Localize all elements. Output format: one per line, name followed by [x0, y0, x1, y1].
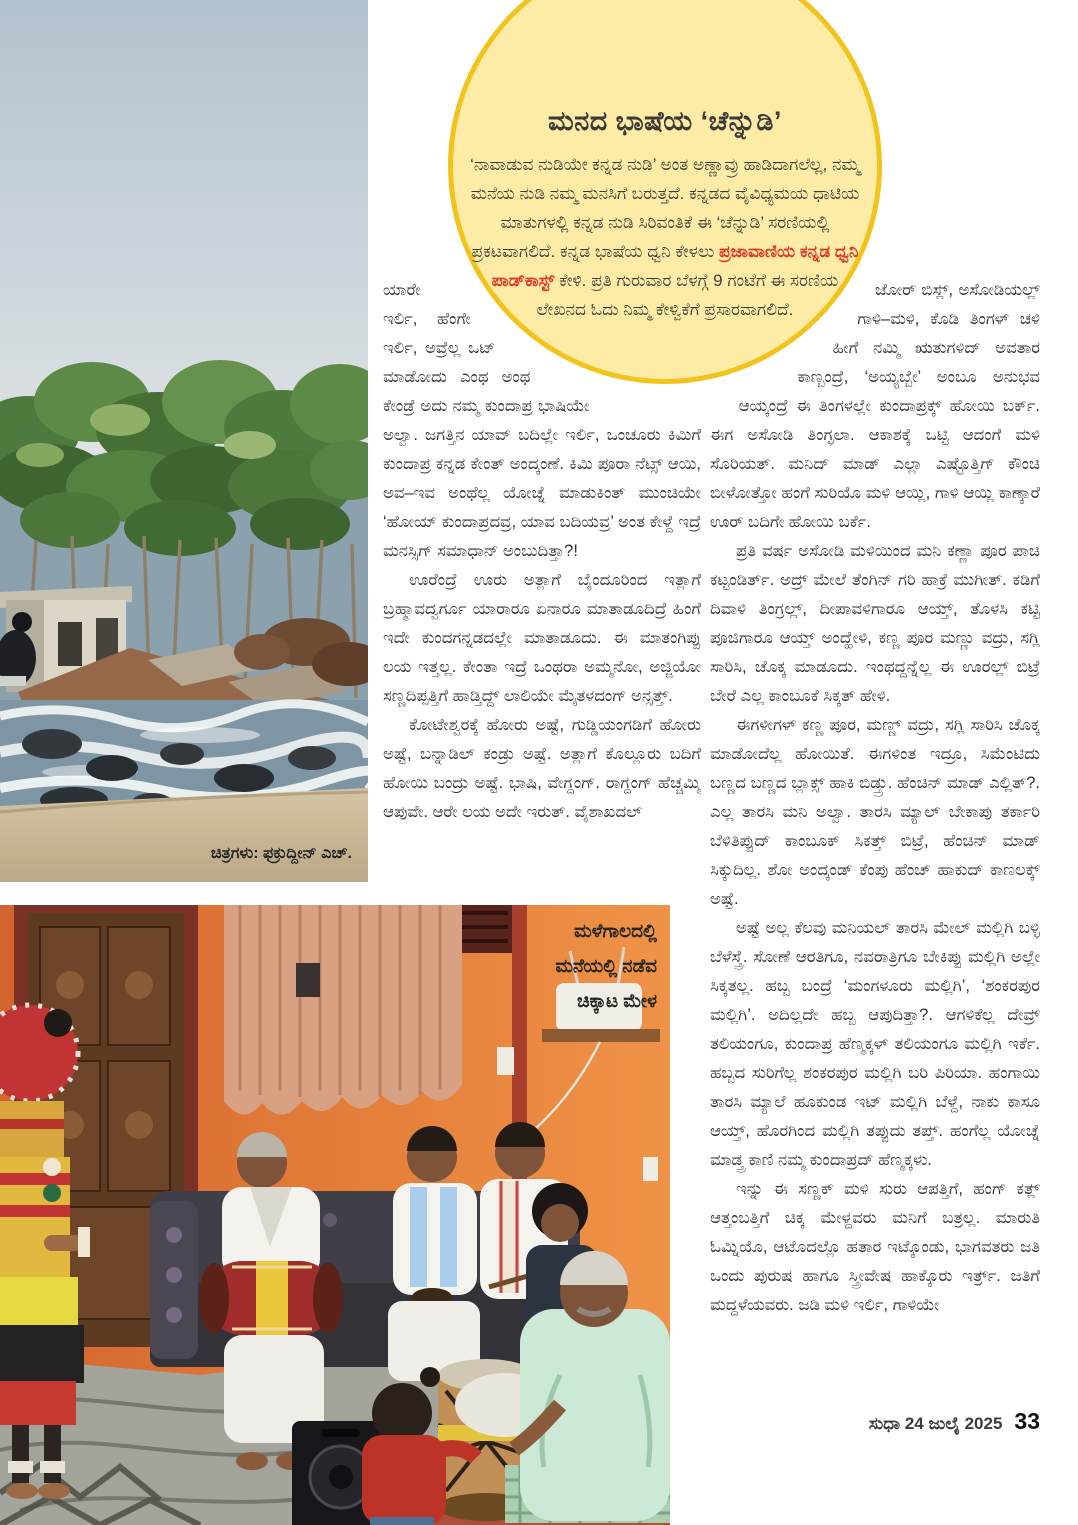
magazine-date: ಸುಧಾ 24 ಜುಲೈ 2025	[868, 1414, 1003, 1433]
article-paragraph: ಯಾರೇ ಇರ್ಲಿ, ಹೆಂಗೇ ಇರ್ಲಿ, ಅವ್ರೆಲ್ಲ ಒಟ್ ಮಾಡೋದು ಎಂಥ ಅಂಥ ಕೇಂಡ್ರೆ ಅದು ನಮ್ಮ ಕುಂದಾಪ್ರ ಭಾಷಿಯೇ ಅಲ್ವಾ. ಜಗತ್ತಿನ ಯಾವ್ ಬದಿಲ್ಲೇ ಇರ್ಲಿ, ಒಂಚೂರು ಕಿಮಿಗೆ ಕುಂದಾಪ್ರ ಕನ್ನಡ ಕೇಂತ್ ಅಂದ್ಕಂಣೆ. ಕಿಮಿ ಪೂರಾ ನೆಟ್ಸ್ ಆಯಿ, ಅವ–ಇವ ಅಂಥೆಲ್ಲ ಯೋಚ್ನೆ ಮಾಡುಕಿಂತ್ ಮುಂಚಿಯೇ ‘ಹೋಯ್ ಕುಂದಾಪ್ರದವ್ರ, ಯಾವ ಬದಿಯವ್ರ’ ಅಂತ ಕೇಳ್ದೆ ಇದ್ರೆ ಮನಸ್ಸಿಗ್ ಸಮಾಧಾನ್ ಅಂಬುದಿತ್ತಾ?!	[383, 281, 701, 560]
infobox-highlight-text: ಪ್ರಜಾವಾಣಿಯ ಕನ್ನಡ ಧ್ವನಿ ಪಾಡ್‌ಕಾಸ್ಟ್	[491, 242, 859, 290]
mela-caption-line: ಚಿಕ್ಕಾಟ ಮೇಳ	[577, 990, 657, 1011]
article-paragraph: ಊರೆಂದ್ರೆ ಊರು ಅತ್ಲಾಗೆ ಬೈಂದೂರಿಂದ ಇತ್ಲಾಗೆ ಬ್ರಹ್ಮಾವದ್ವರ್ಗೂ ಯಾರಾರೂ ಏನಾರೂ ಮಾತಾಡೂದಿದ್ರೆ ಹಿಂಗೆ ಇದೇ ಕುಂದಗನ್ನಡದಲ್ಲೇ ಮಾತಾಡೂದು. ಈ ಮಾತಂಗಿಪ್ಪು ಲಯ ಇತ್ತಲ್ಲ. ಕೇಂತಾ ಇದ್ರೆ ಒಂಥರಾ ಅಮ್ಮನೋ, ಅಜ್ಜಿಯೋ ಸಣ್ಣದಿಪ್ಪತ್ತಿಗೆ ಹಾಡ್ತಿದ್ದ್ ಲಾಲಿಯೇ ಮೈತಳದಂಗ್ ಅನ್ಸತ್ತ್.	[383, 571, 701, 705]
article-paragraph: ಪ್ರತಿ ವರ್ಷ ಅಸೋಡಿ ಮಳಿಯಿಂದ ಮನಿ ಕಣ್ಣಾ ಪೂರ ಪಾಚಿ ಕಟ್ಟಂಡಿರ್ತ್. ಅದ್ರ್ ಮೇಲೆ ತೆಂಗಿನ್ ಗರಿ ಹಾಕ್ರೆ ಮುಗೀತ್. ಕಡಿಗೆ ದಿವಾಳಿ ತಿಂಗ್ರಲ್ಲ್, ದೀಪಾವಳಿಗಾರೂ ಆಯ್ತ್, ತೊಳಸಿ ಕಟ್ಟಿ ಪೂಜಿಗಾರೂ ಆಯ್ತ್ ಅಂದ್ಹೇಳಿ, ಕಣ್ಣ ಪೂರ ಮಣ್ಣು ವದ್ರು, ಸಗ್ಲಿ ಸಾರಿಸಿ, ಚೊಕ್ಕ ಮಾಡೂದು. ಇಂಥದ್ದನ್ನೆಲ್ಲ ಈ ಊರಲ್ಲ್ ಬಿಟ್ರೆ ಬೇರೆ ಎಲ್ಲ ಕಾಂಬೂಕೆ ಸಿಕ್ಕತ್ ಹೇಳಿ.	[710, 542, 1040, 705]
article-paragraph: ಈಗಳೀಗಳ್ ಕಣ್ಣ ಪೂರ, ಮಣ್ಣ್ ವದ್ರು, ಸಗ್ಲಿ ಸಾರಿಸಿ ಚೊಕ್ಕ ಮಾಡೋದೆಲ್ಲ ಹೋಯಿತೆ. ಈಗಳಿಂತ ಇದ್ರೂ, ಸಿಮೆಂಟಿದು ಬಣ್ಣದ ಬಣ್ಣದ ಬ್ಲಾಕ್ಸ್ ಹಾಕಿ ಬಿಡ್ತ್ರು. ಹೆಂಚಿನ್ ಮಾಡ್ ಎಲ್ಲಿತ್?. ಎಲ್ಲ ತಾರಸಿ ಮನಿ ಅಲ್ವಾ. ತಾರಸಿ ಮ್ಯಾಲ್ ಬೇಕಾಪು ತರ್ಕಾರಿ ಬೆಳಿತಿಪ್ಪುದ್ ಕಾಂಬೂಕ್ ಸಿಕತ್ತ್ ಬಿಟ್ರೆ, ಹೆಂಚಿನ್ ಮಾಡ್ ಸಿಕ್ಕುದಿಲ್ಲ. ಶೋ ಅಂದ್ಕಂಡ್ ಕೆಂಪು ಹೆಂಚ್ ಹಾಕುದ್ ಕಾಣಲಕ್ಕ್ ಅಷ್ಟೆ.	[710, 716, 1040, 908]
wall-socket	[643, 1157, 658, 1181]
article-paragraph: ಕೋಟೇಶ್ವರಕ್ಕೆ ಹೋರು ಅಷ್ಟೆ, ಗುಡ್ಡಿಯಂಗಡಿಗೆ ಹೋರು ಅಷ್ಟೆ, ಬನ್ನಾಡಿಲ್ ಕಂಡ್ರು ಅಷ್ಟೆ. ಅತ್ಲಾಗೆ ಕೊಲ್ಲೂರು ಬದಿಗೆ ಹೋಯಿ ಬಂದ್ರು ಅಷ್ಟೆ. ಭಾಷಿ, ವೇಗ್ದಂಗ್. ರಾಗ್ದಂಗ್ ಹೆಚ್ಚಮ್ಮಿ ಆಪುವೇ. ಆರೇ ಲಯ ಅದೇ ಇರುತ್. ವೈಶಾಖದಲ್	[383, 716, 701, 821]
infobox-body-before: ‘ನಾವಾಡುವ ನುಡಿಯೇ ಕನ್ನಡ ನುಡಿ’ ಅಂತ ಅಣ್ಣಾವ್ರು ಹಾಡಿದಾಗಲೆಲ್ಲ, ನಮ್ಮ ಮನೆಯ ನುಡಿ ನಮ್ಮ ಮನಸಿಗೆ ಬರುತ್ತದೆ. ಕನ್ನಡದ ವೈವಿಧ್ಯಮಯ ಧಾಟಿಯ ಮಾತುಗಳಲ್ಲಿ ಕನ್ನಡ ನುಡಿ ಸಿರಿವಂತಿಕೆ ಈ ‘ಚೆನ್ನುಡಿ’ ಸರಣಿಯಲ್ಲಿ ಪ್ರಕಟವಾಗಲಿದೆ. ಕನ್ನಡ ಭಾಷೆಯ ಧ್ವನಿ ಕೇಳಲು	[470, 155, 860, 261]
beach-photo-illustration	[0, 0, 368, 882]
infobox-title: ಮನದ ಭಾಷೆಯ ‘ಚೆನ್ನುಡಿ’	[548, 106, 782, 136]
mela-caption-line: ಮನೆಯಲ್ಲಿ ನಡೆವ	[555, 955, 657, 976]
mela-caption-line: ಮಳೆಗಾಲದಲ್ಲಿ	[574, 920, 657, 941]
beach-photo	[0, 0, 368, 882]
wall-switchboard	[296, 963, 320, 997]
page-footer	[869, 1408, 1040, 1435]
article-paragraph: ಜೋರ್ ಬಿಸ್ಲ್, ಅಸೋಡಿಯಲ್ಲ್ ಗಾಳಿ–ಮಳಿ, ಕೊಡಿ ತಿಂಗಳ್ ಚಳಿ ಹೀಗೆ ನಮ್ಮಿ ಋತುಗಳಿದ್ ಅವತಾರ ಕಾಣ್ಬಂದ್ರೆ, ‘ಅಯ್ಯಬ್ಬೇ’ ಅಂಬೂ ಅನುಭವ ಆಯ್ಕಂದ್ರೆ ಈ ತಿಂಗಳಲ್ಲೇ ಕುಂದಾಪ್ರಕ್ಕ್ ಹೋಯಿ ಬರ್ಕ್. ಈಗ ಅಸೋಡಿ ತಿಂಗ್ಳಲಾ. ಆಕಾಶಕ್ಕೆ ಒಟ್ಟಿ ಆದಂಗೆ ಮಳಿ ಸೊರಿಯತ್. ಮನಿದ್ ಮಾಡ್ ಎಲ್ಲಾ ಎಷ್ಟೊತ್ತಿಗ್ ಕೌಂಚಿ ಬೀಳೋತ್ತೋ ಹಂಗೆ ಸುರಿಯೊ ಮಳಿ ಆಯ್ಲಿ, ಗಾಳಿ ಆಯ್ಲಿ ಕಾಣ್ಕಾರೆ ಊರ್ ಬದಿಗೇ ಹೋಯಿ ಬರ್ಕೆ.	[710, 281, 1040, 531]
article-column-left	[383, 276, 701, 898]
curtain	[224, 905, 462, 1115]
mela-photo-caption	[457, 913, 657, 1018]
mela-photo	[0, 905, 670, 1525]
wall-socket	[497, 1047, 514, 1075]
article-column-right	[710, 276, 1040, 1402]
photo-credit: ಚಿತ್ರಗಳು: ಫಕ್ರುದ್ದೀನ್ ಎಚ್.	[210, 845, 352, 862]
palm-canopy	[0, 360, 368, 556]
infobox-body-after: ಕೇಳಿ. ಪ್ರತಿ ಗುರುವಾರ ಬೆಳಗ್ಗೆ 9 ಗಂಟೆಗೆ ಈ ಸರಣಿಯ ಲೇಖನದ ಓದು ನಿಮ್ಮ ಕೇಳ್ವಿಕೆಗೆ ಪ್ರಸಾರವಾಗಲಿದೆ.	[536, 271, 839, 319]
page-number: 33	[1014, 1408, 1040, 1434]
article-paragraph: ಅಷ್ಟೆ ಅಲ್ಲ ಕೆಲವು ಮನಿಯಲ್ ತಾರಸಿ ಮೇಲ್ ಮಲ್ಲಿಗಿ ಬಳ್ಳಿ ಬೆಳೆಸ್ತ್ರೆ. ಸೋಣೆ ಆರತಿಗೂ, ನವರಾತ್ರಿಗೂ ಬೇಕಿಪ್ಪು ಮಲ್ಲಿಗಿ ಅಲ್ಲೇ ಸಿಕ್ಕತಲ್ಲ. ಹಬ್ಬ ಬಂದ್ರೆ ‘ಮಂಗಳೂರು ಮಲ್ಲಿಗಿ’, ‘ಶಂಕರಪುರ ಮಲ್ಲಿಗಿ’. ಅದಿಲ್ಲದೇ ಹಬ್ಬ ಆಪುದಿತ್ತಾ?. ಆಗಳಿಕೆಲ್ಲ ದೇವ್ರ್ ತಲಿಯಂಗೂ, ಕುಂದಾಪ್ರ ಹೆಣ್ಮಕ್ಕಳ್ ತಲಿಯಂಗೂ ಮಲ್ಲಿಗಿ ಇರ್ಕೆ. ಹಬ್ಬದ ಸುರಿಗೆಲ್ಲ ಶಂಕರಪುರ ಮಲ್ಲಿಗಿ ಬರಿ ಪಿರಿಯಾ. ಹಂಗಾಯಿ ತಾರಸಿ ಮ್ಯಾಲೆ ಹೂಕುಂಡ ಇಟ್ ಮಲ್ಲಿಗಿ ಬೆಳ್ದೆ, ನಾಕು ಕಾಸೂ ಆಯ್ತ್, ಹೊರಗಿಂದ ಮಲ್ಲಿಗಿ ತಪ್ಪುದು ತಪ್ತ್. ಹಂಗೆಲ್ಲ ಯೋಚ್ನೆ ಮಾಡ್ತ್ರ ಕಾಣಿ ನಮ್ಮ ಕುಂದಾಪ್ರದ್ ಹೆಣ್ಮಕ್ಕಳು.	[710, 919, 1040, 1169]
article-paragraph: ಇನ್ನು ಈ ಸಣ್ಣಕ್ ಮಳಿ ಸುರು ಆಪತ್ತಿಗೆ, ಹಂಗ್ ಕತ್ಲ್ ಆತ್ತಂಬತ್ತಿಗೆ ಚಿಕ್ಕ ಮೇಳ್ದವರು ಮನಿಗೆ ಬತ್ರಲ್ಲ. ಮಾರುತಿ ಓಮ್ನಿಯೊ, ಆಟೊದಲ್ಲೊ ಹತಾರ ಇಟ್ಕೊಂಡು, ಭಾಗವತರು ಜತಿ ಒಂದು ಪುರುಷ ಹಾಗೂ ಸ್ತ್ರೀವೇಷ ಹಾಕ್ಕೊರು ಇರ್ತ್ರ್. ಜತಿಗೆ ಮದ್ದಳೆಯವರು. ಜಡಿ ಮಳಿ ಇರ್ಲಿ, ಗಾಳಿಯೇ	[710, 1180, 1040, 1314]
